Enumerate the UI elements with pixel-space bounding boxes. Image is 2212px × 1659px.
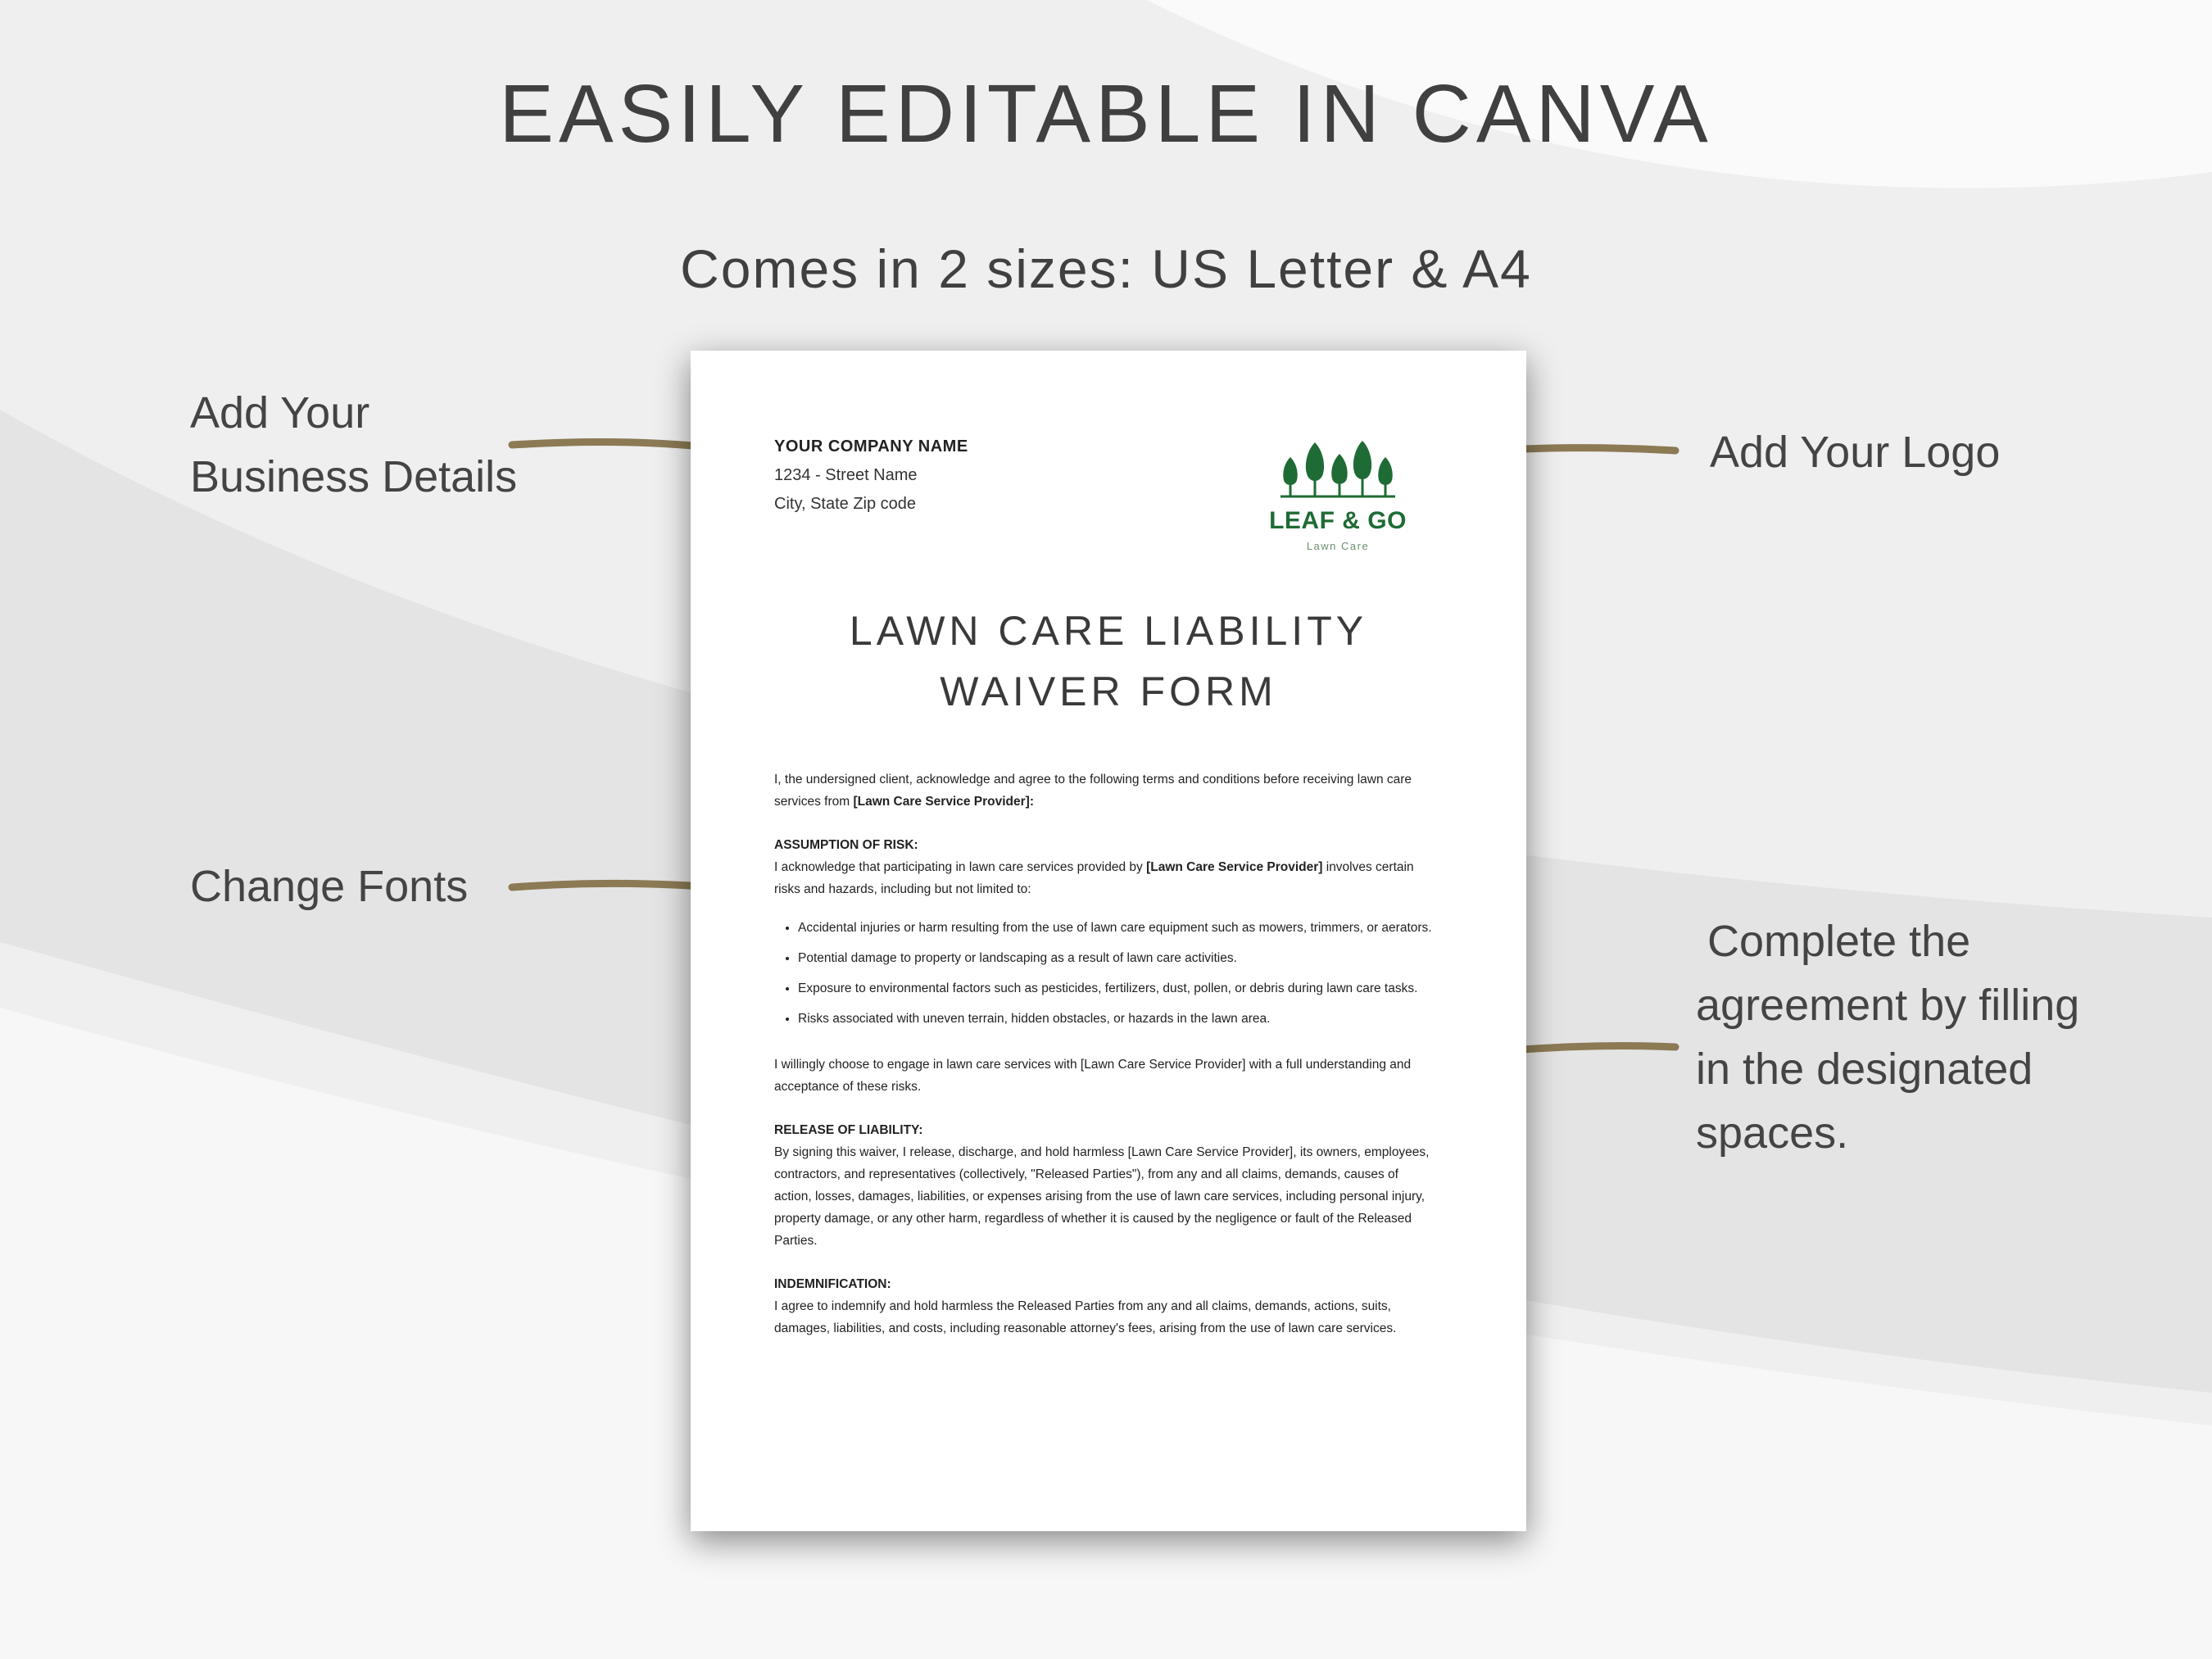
intro-paragraph: I, the undersigned client, acknowledge and agree to the following terms and conditions before receiving lawn care services from [Lawn Care Service Provider]: [774,773,1412,809]
callout-logo: Add Your Logo [1710,428,2001,477]
callout-business-details [190,381,517,509]
logo-wordmark: LEAF & GO [1269,507,1407,534]
indemnification-heading: INDEMNIFICATION: [774,1277,891,1291]
document-title[interactable] [691,601,1526,722]
callout-fonts: Change Fonts [190,862,469,911]
release-heading: RELEASE OF LIABILITY: [774,1123,923,1137]
document-title-line-2: WAIVER FORM [940,669,1277,714]
company-city: City, State Zip code [774,495,917,513]
callout-complete-line-4: spaces. [1696,1108,1849,1158]
callout-complete-line-2: agreement by filling [1696,981,2080,1030]
risk-heading: ASSUMPTION OF RISK: [774,838,918,852]
callout-complete-line-3: in the designated [1696,1045,2033,1094]
willing-paragraph: I willingly choose to engage in lawn care services with [Lawn Care Service Provider] with a full understanding and acceptance of these risks. [774,1058,1412,1094]
company-logo[interactable] [1256,433,1420,552]
callout-business-line-1: Add Your [190,388,370,437]
company-street: 1234 - Street Name [774,466,918,484]
document-body[interactable] [774,768,1438,1339]
risk-list [774,915,1438,1032]
list-item: • Risks associated with uneven terrain, hidden obstacles, or hazards in the lawn area. [798,1006,1438,1032]
document-page [691,351,1526,1531]
logo-tagline: Lawn Care [1306,540,1370,552]
document-title-line-1: LAWN CARE LIABILITY [849,608,1368,654]
company-name: YOUR COMPANY NAME [774,437,968,456]
callout-business-line-2: Business Details [190,452,518,501]
indemnification-paragraph: I agree to indemnify and hold harmless the Released Parties from any and all claims, demands, actions, suits, damages, liabilities, and costs, including reasonable attorney's fees, arising from the use of lawn care services. [774,1299,1397,1335]
list-item: • Accidental injuries or harm resulting from the use of lawn care equipment such as mowers, trimmers, or aerators. [798,915,1438,941]
list-item: • Potential damage to property or landscaping as a result of lawn care activities. [798,945,1438,972]
tree-row-icon [1272,433,1403,501]
release-paragraph: By signing this waiver, I release, discharge, and hold harmless [Lawn Care Service Provider], its owners, employees, contractors, and representatives (collectively, "Released Parties"), from any and all claims, demands, causes of action, losses, damages, liabilities, or expenses arising from the use of lawn care services, including personal injury, property damage, or any other harm, regardless of whether it is caused by the negligence or fault of the Released Parties. [774,1145,1430,1248]
company-details[interactable] [774,433,968,519]
callout-complete-line-1: Complete the [1707,917,1971,966]
page-headline: EASILY EDITABLE IN CANVA [499,68,1713,160]
page-subheadline: Comes in 2 sizes: US Letter & A4 [680,238,1532,299]
risk-paragraph: I acknowledge that participating in lawn care services provided by [Lawn Care Service Provider] involves certain risks and hazards, including but not limited to: [774,860,1414,896]
list-item: • Exposure to environmental factors such as pesticides, fertilizers, dust, pollen, or debris during lawn care tasks. [798,976,1438,1002]
callout-complete [1696,909,2079,1165]
